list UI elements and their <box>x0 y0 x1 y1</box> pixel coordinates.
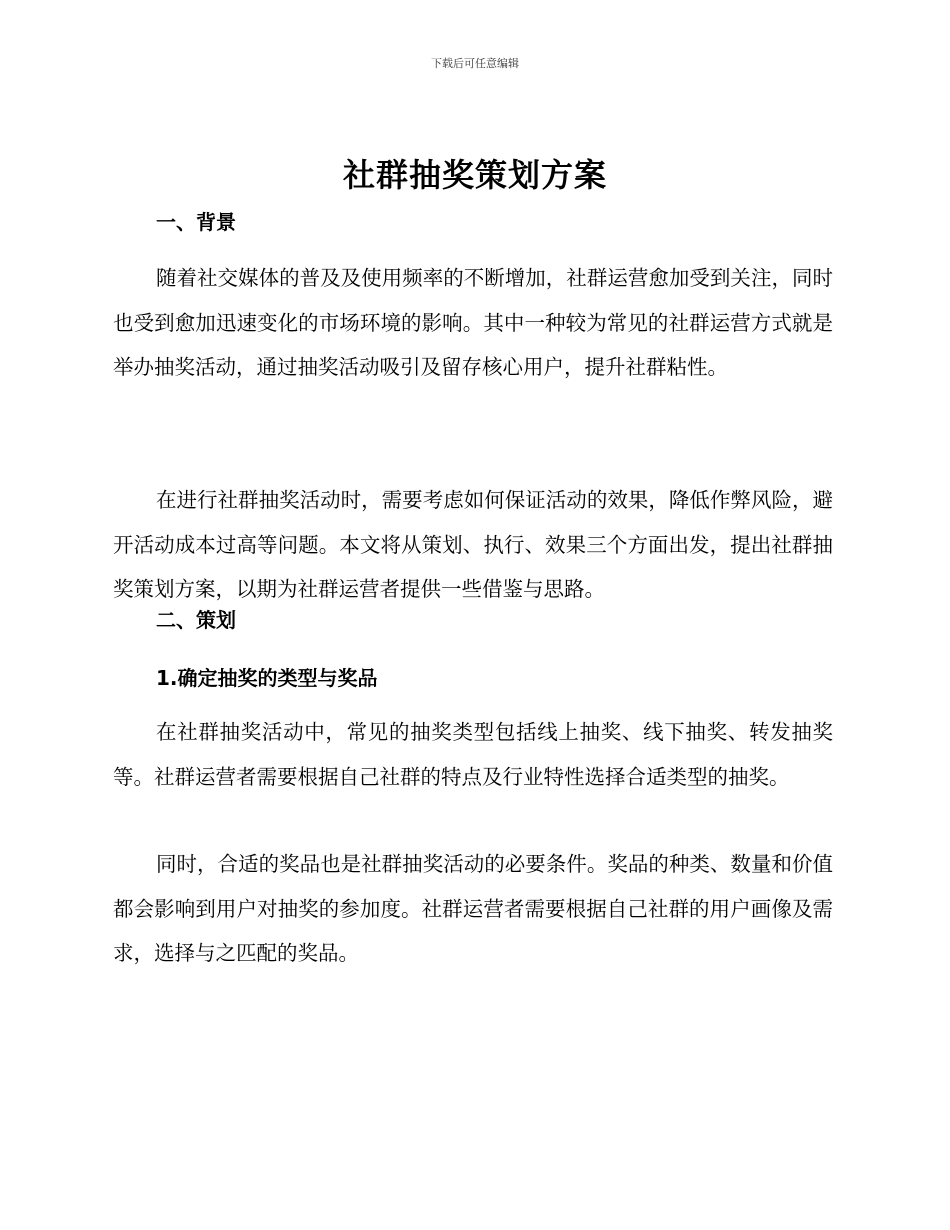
paragraph-planning-2: 同时，合适的奖品也是社群抽奖活动的必要条件。奖品的种类、数量和价值都会影响到用户对抽奖的参加度。社群运营者需要根据自己社群的用户画像及需求，选择与之匹配的奖品。 <box>113 852 833 965</box>
paragraph-background-2: 在进行社群抽奖活动时，需要考虑如何保证活动的效果，降低作弊风险，避开活动成本过高等问题。本文将从策划、执行、效果三个方面出发，提出社群抽奖策划方案，以期为社群运营者提供一些借鉴与思路。 <box>113 488 833 601</box>
section-heading-background: 一、背景 <box>156 210 236 234</box>
subsection-heading-type-prizes: 1.确定抽奖的类型与奖品 <box>156 666 378 690</box>
paragraph-background-1: 随着社交媒体的普及及使用频率的不断增加，社群运营愈加受到关注，同时也受到愈加迅速变化的市场环境的影响。其中一种较为常见的社群运营方式就是举办抽奖活动，通过抽奖活动吸引及留存核心用户，提升社群粘性。 <box>113 266 833 379</box>
page-header-note: 下载后可任意编辑 <box>431 57 519 70</box>
document-title: 社群抽奖策划方案 <box>342 156 607 194</box>
section-heading-planning: 二、策划 <box>156 608 236 632</box>
paragraph-planning-1: 在社群抽奖活动中，常见的抽奖类型包括线上抽奖、线下抽奖、转发抽奖等。社群运营者需要根据自己社群的特点及行业特性选择合适类型的抽奖。 <box>113 720 833 789</box>
